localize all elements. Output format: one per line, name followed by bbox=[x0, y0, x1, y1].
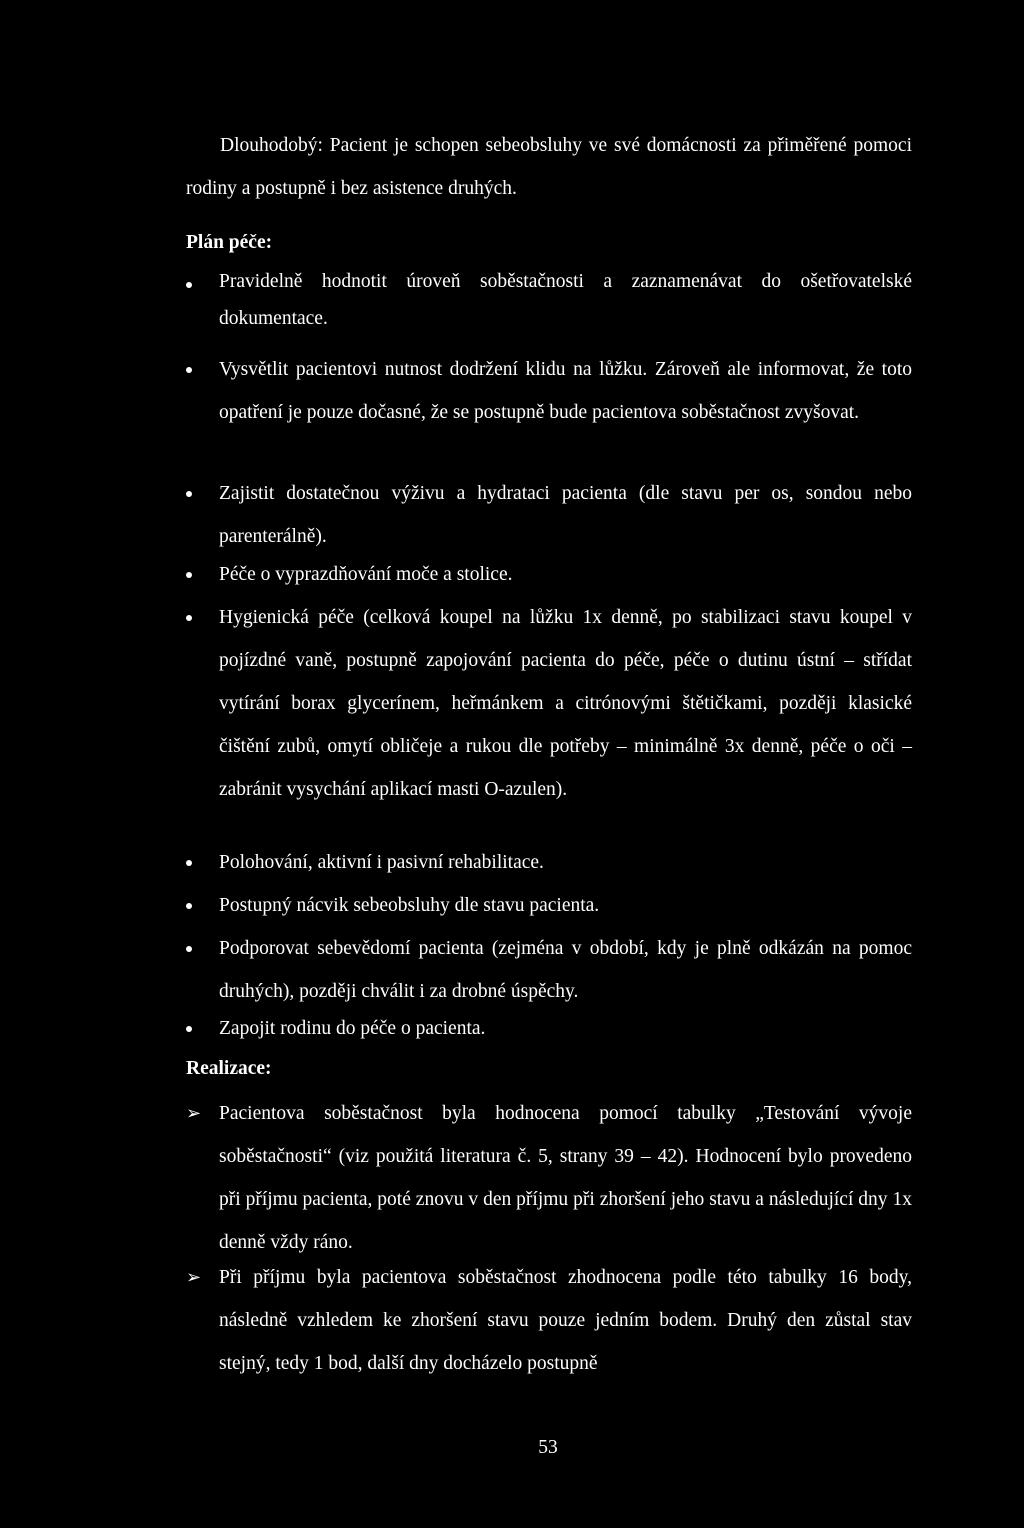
care-plan-item-text: Postupný nácvik sebeobsluhy dle stavu pacienta. bbox=[219, 895, 600, 916]
care-plan-item-text: Péče o vyprazdňování moče a stolice. bbox=[219, 564, 513, 585]
care-plan-item bbox=[186, 884, 912, 927]
realization-item-text: Při příjmu byla pacientova soběstačnost zhodnocena podle této tabulky 16 body, následně vzhledem ke zhoršení stavu pouze jedním bodem. Druhý den zůstal stav stejný, tedy 1 bod, další dny docházelo postupně bbox=[219, 1267, 912, 1374]
bullet-dot-icon bbox=[186, 367, 192, 373]
bullet-dot-icon bbox=[186, 903, 192, 909]
bullet-dot-icon bbox=[186, 572, 192, 578]
care-plan-item-text: Vysvětlit pacientovi nutnost dodržení klidu na lůžku. Zároveň ale informovat, že toto opatření je pouze dočasné, že se postupně bude pacientova soběstačnost zvyšovat. bbox=[219, 359, 912, 423]
care-plan-item-text: Polohování, aktivní i pasivní rehabilitace. bbox=[219, 852, 544, 873]
bullet-dot-icon bbox=[186, 946, 192, 952]
arrow-right-icon: ➢ bbox=[186, 1103, 202, 1124]
care-plan-item bbox=[186, 348, 912, 434]
long-term-goal-paragraph: Dlouhodobý: Pacient je schopen sebeobsluhy ve své domácnosti za přiměřené pomoci rodiny a postupně i bez asistence druhých. bbox=[186, 135, 912, 199]
realization-item bbox=[186, 1092, 912, 1264]
care-plan-item bbox=[186, 1007, 912, 1050]
care-plan-item-text: Zapojit rodinu do péče o pacienta. bbox=[219, 1018, 486, 1039]
realization-item-text: Pacientova soběstačnost byla hodnocena pomocí tabulky „Testování vývoje soběstačnosti“ (viz použitá literatura č. 5, strany 39 – 42). Hodnocení bylo provedeno při příjmu pacienta, poté znovu v den příjmu při zhoršení jeho stavu a následující dny 1x denně vždy ráno. bbox=[219, 1103, 912, 1253]
care-plan-item bbox=[186, 841, 912, 884]
care-plan-item bbox=[186, 927, 912, 1013]
bullet-dot-icon bbox=[186, 491, 192, 497]
care-plan-item bbox=[186, 472, 912, 558]
care-plan-item-text: Zajistit dostatečnou výživu a hydrataci pacienta (dle stavu per os, sondou nebo parenterálně). bbox=[219, 483, 912, 547]
care-plan-item bbox=[186, 553, 912, 596]
arrow-right-icon: ➢ bbox=[186, 1267, 202, 1288]
care-plan-item bbox=[186, 263, 912, 337]
care-plan-heading: Plán péče: bbox=[186, 232, 273, 253]
realization-heading: Realizace: bbox=[186, 1058, 272, 1079]
bullet-dot-icon bbox=[186, 282, 192, 288]
care-plan-item-text: Podporovat sebevědomí pacienta (zejména v období, kdy je plně odkázán na pomoc druhých), později chválit i za drobné úspěchy. bbox=[219, 938, 912, 1002]
bullet-dot-icon bbox=[186, 1026, 192, 1032]
bullet-dot-icon bbox=[186, 615, 192, 621]
bullet-dot-icon bbox=[186, 860, 192, 866]
care-plan-item-text: Hygienická péče (celková koupel na lůžku 1x denně, po stabilizaci stavu koupel v pojízdné vaně, postupně zapojování pacienta do péče, péče o dutinu ústní – střídat vytírání borax glycerínem, heřmánkem a citrónovými štětičkami, později klasické čištění zubů, omytí obličeje a rukou dle potřeby – minimálně 3x denně, péče o oči – zabránit vysychání aplikací masti O-azulen). bbox=[219, 607, 912, 800]
page-number: 53 bbox=[538, 1437, 558, 1458]
care-plan-item bbox=[186, 596, 912, 811]
realization-item bbox=[186, 1256, 912, 1385]
care-plan-item-text: Pravidelně hodnotit úroveň soběstačnosti a zaznamenávat do ošetřovatelské dokumentace. bbox=[219, 271, 912, 329]
